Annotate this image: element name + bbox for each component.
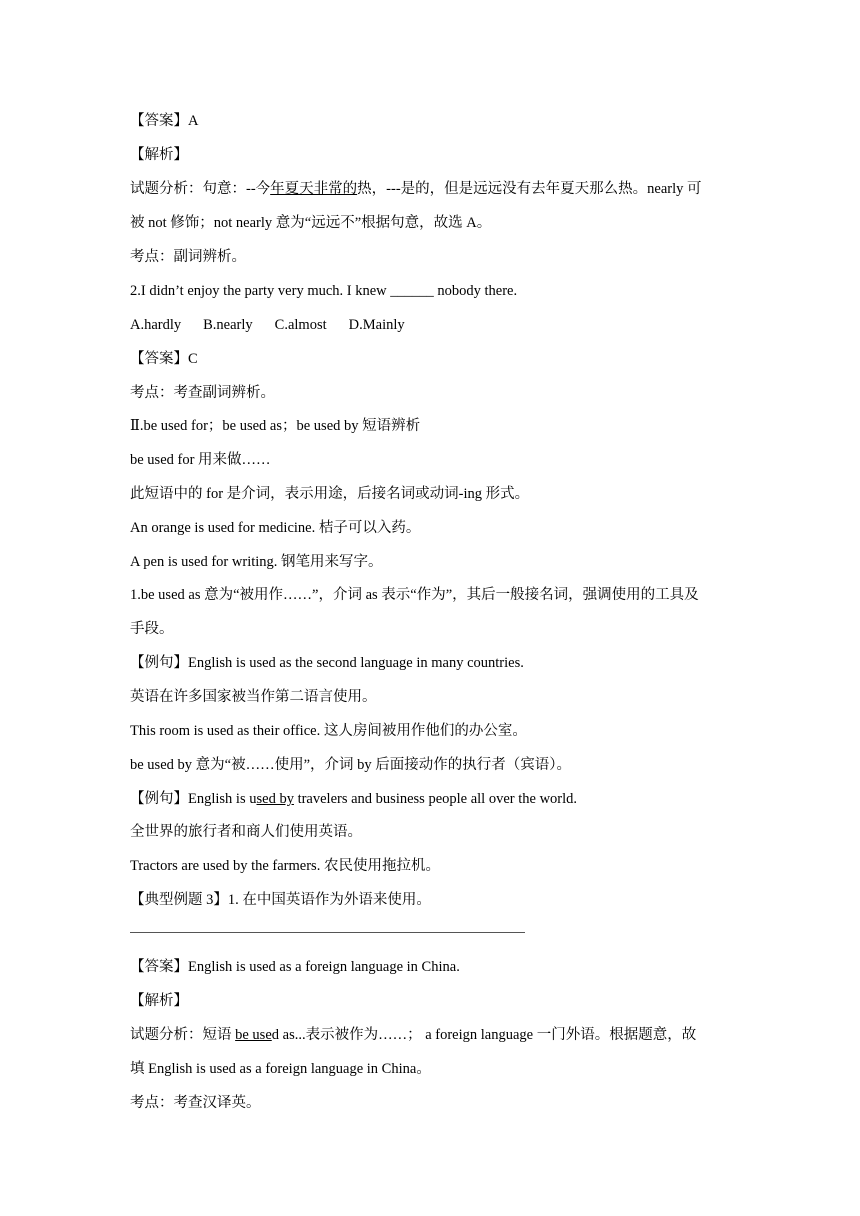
option-a: A.hardly — [130, 317, 182, 333]
analysis-text-2: 被 not 修饰；not nearly 意为“远远不”根据句意，故选 A。 — [130, 215, 492, 231]
example-sentence-1-translation: 英语在许多国家被当作第二语言使用。 — [130, 689, 377, 705]
analysis-text-3-cont: 填 English is used as a foreign language in China。 — [130, 1061, 431, 1077]
option-b: B.nearly — [203, 317, 253, 333]
typical-example-3: 【典型例题 3】1. 在中国英语作为外语来使用。 — [130, 892, 431, 908]
example-sentence-2-underlined: sed by — [256, 791, 294, 807]
example-sentence-2-part-a: 【例句】English is u — [130, 791, 257, 807]
option-c: C.almost — [274, 317, 327, 333]
key-point-3: 考点：考查汉译英。 — [130, 1095, 261, 1111]
example-sentence-2 — [130, 789, 577, 809]
key-point-1: 考点：副词辨析。 — [130, 249, 246, 265]
example-room: This room is used as their office. 这人房间被用作他们的办公室。 — [130, 723, 527, 739]
example-pen: A pen is used for writing. 钢笔用来写字。 — [130, 554, 383, 570]
explanation-used-by: be used by 意为“被……使用”，介词 by 后面接动作的执行者（宾语）。 — [130, 757, 572, 773]
explanation-used-as-cont: 手段。 — [130, 621, 174, 637]
analysis-text-1-underlined: 年夏天非常的 — [270, 181, 358, 197]
analysis-text-3-underlined: be use — [235, 1027, 272, 1043]
example-sentence-2-translation: 全世界的旅行者和商人们使用英语。 — [130, 824, 362, 840]
answer-label-1: 【答案】A — [130, 113, 199, 129]
example-tractors: Tractors are used by the farmers. 农民使用拖拉机。 — [130, 858, 440, 874]
example-sentence-2-part-b: travelers and business people all over the world. — [293, 791, 578, 807]
phrase-used-for: be used for 用来做…… — [130, 452, 271, 468]
analysis-text-1-part-b: 热，---是的，但是远远没有去年夏天那么热。nearly 可 — [357, 181, 702, 197]
option-d: D.Mainly — [348, 317, 405, 333]
analysis-label-3: 【解析】 — [130, 993, 188, 1009]
example-orange: An orange is used for medicine. 桔子可以入药。 — [130, 520, 421, 536]
example-sentence-1: 【例句】English is used as the second language in many countries. — [130, 655, 524, 671]
analysis-text-3 — [130, 1025, 696, 1045]
analysis-text-3-part-a: 试题分析：短语 — [130, 1027, 236, 1043]
analysis-label-1: 【解析】 — [130, 147, 188, 163]
analysis-text-1-part-a: 试题分析：句意：--今 — [130, 181, 271, 197]
analysis-text-1 — [130, 179, 702, 199]
explanation-used-as: 1.be used as 意为“被用作……”，介词 as 表示“作为”，其后一般接名词，强调使用的工具及 — [130, 587, 699, 603]
key-point-2: 考点：考查副词辨析。 — [130, 385, 275, 401]
explanation-used-for: 此短语中的 for 是介词，表示用途，后接名词或动词-ing 形式。 — [130, 486, 530, 502]
question-2: 2.I didn’t enjoy the party very much. I knew ______ nobody there. — [130, 283, 518, 299]
answer-label-2: 【答案】C — [130, 351, 198, 367]
question-2-options — [130, 315, 405, 335]
answer-blank-line — [130, 932, 525, 933]
section-heading: Ⅱ.be used for；be used as；be used by 短语辨析 — [130, 418, 421, 434]
answer-label-3: 【答案】English is used as a foreign language in China. — [130, 959, 460, 975]
analysis-text-3-part-b: d as...表示被作为……； a foreign language 一门外语。根据题意，故 — [271, 1027, 697, 1043]
